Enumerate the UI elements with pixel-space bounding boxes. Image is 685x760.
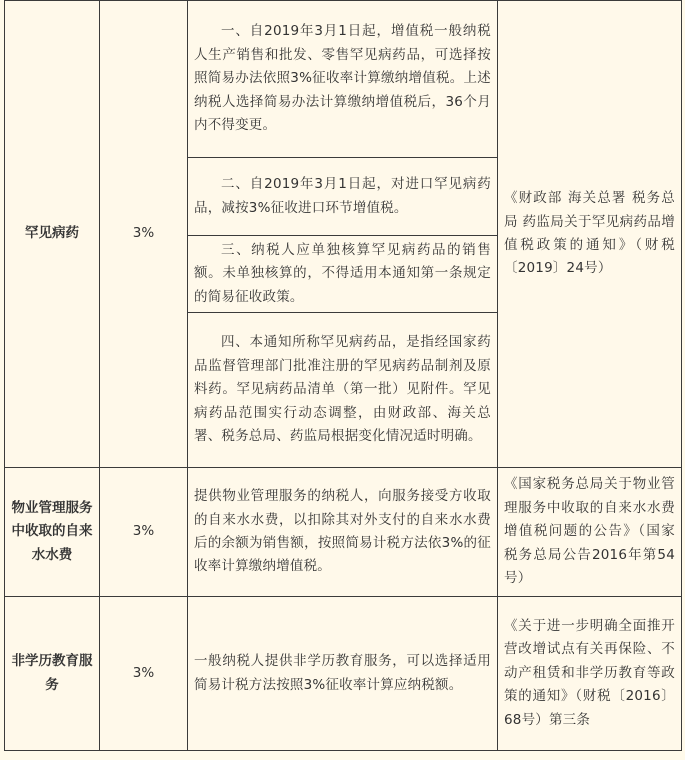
- rate-cell: 3%: [100, 597, 188, 751]
- item-name-cell: 物业管理服务中收取的自来水水费: [5, 468, 100, 597]
- policy-basis-cell: 《国家税务总局关于物业管理服务中收取的自来水水费增值税问题的公告》（国家税务总局公告2016年第54号）: [498, 468, 682, 597]
- description-clause-1: 一、自2019年3月1日起，增值税一般纳税人生产销售和批发、零售罕见病药品，可选择按照简易办法依照3%征收率计算缴纳增值税。上述纳税人选择简易办法计算缴纳增值税后，36个月内不得变更。: [188, 1, 498, 158]
- description-clause-4: 四、本通知所称罕见病药品，是指经国家药品监督管理部门批准注册的罕见病药品制剂及原料药。罕见病药品清单（第一批）见附件。罕见病药品范围实行动态调整，由财政部、海关总署、税务总局、药监局根据变化情况适时明确。: [188, 313, 498, 468]
- table-row-property-water-fee: [5, 468, 682, 597]
- rate-cell: 3%: [100, 468, 188, 597]
- description-clause-2: 二、自2019年3月1日起，对进口罕见病药品，减按3%征收进口环节增值税。: [188, 158, 498, 236]
- description-cell: 提供物业管理服务的纳税人，向服务接受方收取的自来水水费，以扣除其对外支付的自来水水费后的余额为销售额，按照简易计税方法依3%的征收率计算缴纳增值税。: [188, 468, 498, 597]
- table-row-rare-disease-drugs: [5, 1, 682, 158]
- tax-policy-table: [4, 0, 682, 751]
- policy-basis-cell: 《关于进一步明确全面推开营改增试点有关再保险、不动产租赁和非学历教育等政策的通知》（财税〔2016〕68号）第三条: [498, 597, 682, 751]
- item-name-cell: 非学历教育服务: [5, 597, 100, 751]
- table-row-non-degree-education: [5, 597, 682, 751]
- description-clause-3: 三、纳税人应单独核算罕见病药品的销售额。未单独核算的，不得适用本通知第一条规定的简易征收政策。: [188, 236, 498, 313]
- policy-basis-cell: 《财政部 海关总署 税务总局 药监局关于罕见病药品增值税政策的通知》（财税〔2019〕24号）: [498, 1, 682, 468]
- item-name-cell: 罕见病药: [5, 1, 100, 468]
- rate-cell: 3%: [100, 1, 188, 468]
- description-cell: 一般纳税人提供非学历教育服务，可以选择适用简易计税方法按照3%征收率计算应纳税额。: [188, 597, 498, 751]
